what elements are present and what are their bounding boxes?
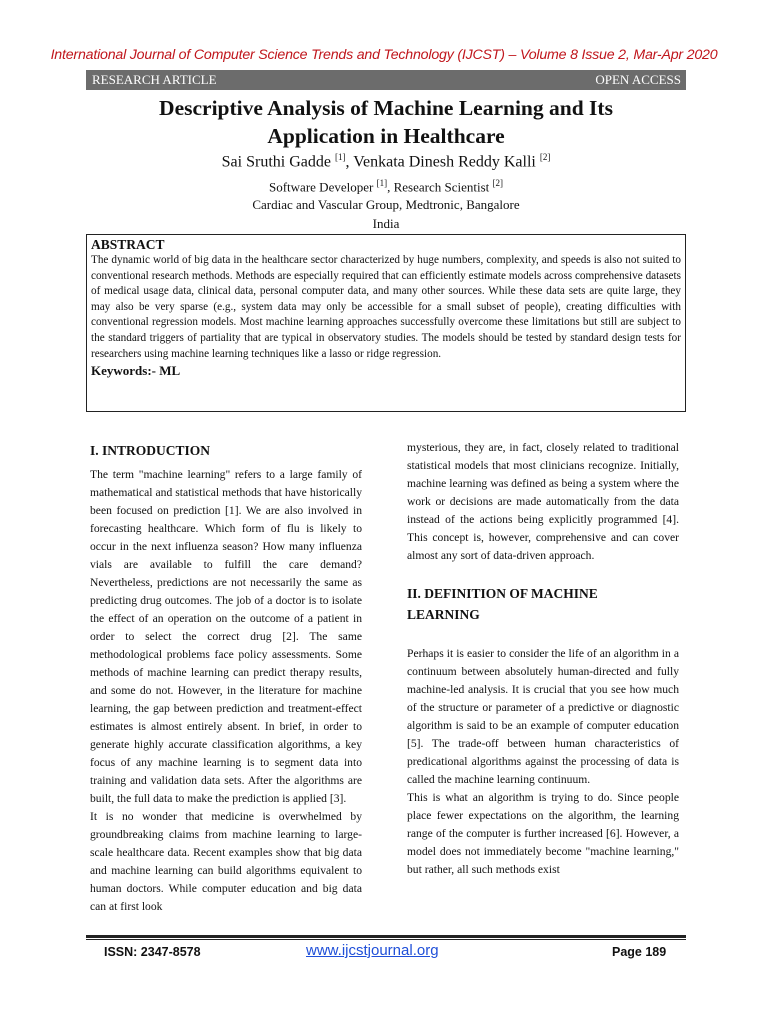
role-1-mark: [1] [376, 178, 388, 188]
keywords: Keywords:- ML [91, 363, 181, 379]
author-2-mark: [2] [539, 152, 551, 162]
definition-heading [407, 583, 679, 625]
left-column [90, 440, 362, 916]
intro-paragraph-1: The term "machine learning" refers to a large family of mathematical and statistical methods that have historically been focused on prediction [1]. We are also involved in forecasting healthcare. Which form of flu is likely to occur in the next influenza season? How many influenza vials are available to fulfill the care demand? Nevertheless, predictions are not necessarily the same as predicting drug outcomes. The job of a doctor is to isolate the effect of an operation on the outcome of a patient in order to select the correct drug [2]. The same methodological problems face policy assessments. Some methods of machine learning can predict therapy results, and some do not. However, in the literature for machine learning, the gap between prediction and treatment-effect estimates is almost entirely absent. In brief, in order to generate highly accurate classification algorithms, a key focus of any machine learning is to segment data into training and validation data sets. After the algorithms are built, the full data to make the prediction is applied [3]. [90, 468, 362, 805]
authors [86, 152, 686, 171]
author-2: Venkata Dinesh Reddy Kalli [353, 153, 536, 171]
country: India [372, 216, 400, 231]
issn: ISSN: 2347-8578 [104, 945, 201, 959]
article-type-label: RESEARCH ARTICLE [92, 72, 217, 87]
role-2-mark: [2] [492, 178, 503, 188]
title-line-1: Descriptive Analysis of Machine Learning and Its [159, 96, 613, 120]
definition-paragraph-2: This is what an algorithm is trying to do. Since people place fewer expectations on the algorithm, the learning range of the computer is further increased [6]. However, a model does not immediately become "machine learning," but rather, all such methods exist [407, 791, 679, 876]
open-access-label: OPEN ACCESS [595, 72, 681, 87]
article-type-bar [86, 70, 686, 90]
author-roles [86, 178, 686, 195]
right-column [407, 439, 679, 879]
definition-paragraph-1: Perhaps it is easier to consider the life of an algorithm in a continuum between absolutely human-directed and fully machine-led analysis. It is crucial that you see how much of the structure or parameter of a predictive or diagnostic algorithm is said to be an example of computer education [5]. The trade-off between human characteristics of predicational algorithms against the processing of data is called the machine learning continuum. [407, 647, 679, 786]
page-number: Page 189 [612, 945, 667, 959]
abstract-box [86, 234, 686, 412]
author-separator: , [345, 153, 354, 171]
abstract-heading: ABSTRACT [91, 237, 165, 252]
author-1: Sai Sruthi Gadde [221, 153, 331, 171]
paper-title [86, 94, 686, 150]
definition-heading-line-2: LEARNING [407, 607, 480, 622]
title-line-2: Application in Healthcare [267, 124, 505, 148]
definition-heading-line-1: II. DEFINITION OF MACHINE [407, 586, 598, 601]
footer-rule [86, 935, 686, 938]
abstract-text: The dynamic world of big data in the healthcare sector characterized by huge numbers, complexity, and speeds is also not suited to conventional research methods. Methods are especially required that can efficiently estimate models across comprehensive datasets of medical usage data, clinical data, personal computer data, and many other sources. While these data sets are quite large, they may also be very sparse (e.g., system data may only be accessible for a small subset of people), creating difficulties with conventional regression models. Most machine learning approaches successfully overcome these limitations but still are subject to the standard triggers of partiality that are typical in observatory studies. The models should be tested by standard design tests for researchers using machine learning techniques like a lasso or ridge regression. [91, 254, 681, 360]
role-2: Research Scientist [393, 179, 490, 195]
intro-paragraph-2: It is no wonder that medicine is overwhelmed by groundbreaking claims from machine learning to large-scale healthcare data. Recent examples show that big data and machine learning can build algorithms equivalent to human doctors. While computer education and big data can at first look [90, 810, 362, 913]
role-separator: , [387, 179, 394, 195]
journal-url-link[interactable]: www.ijcstjournal.org [306, 942, 439, 959]
affiliation: Cardiac and Vascular Group, Medtronic, Bangalore [252, 197, 520, 212]
intro-paragraph-3: mysterious, they are, in fact, closely related to traditional statistical models that most clinicians recognize. Initially, machine learning was defined as being a system where the work or decisions are made automatically from the data instead of the actions being explicitly programmed [4]. This concept is, however, comprehensive and can cover almost any sort of data-driven approach. [407, 441, 679, 562]
role-1: Software Developer [269, 179, 374, 195]
intro-heading: I. INTRODUCTION [90, 443, 211, 458]
footer-rule-thin [86, 939, 686, 940]
journal-header: International Journal of Computer Science Trends and Technology (IJCST) – Volume 8 Issue 2, Mar-Apr 2020 [50, 47, 718, 63]
author-1-mark: [1] [334, 152, 346, 162]
